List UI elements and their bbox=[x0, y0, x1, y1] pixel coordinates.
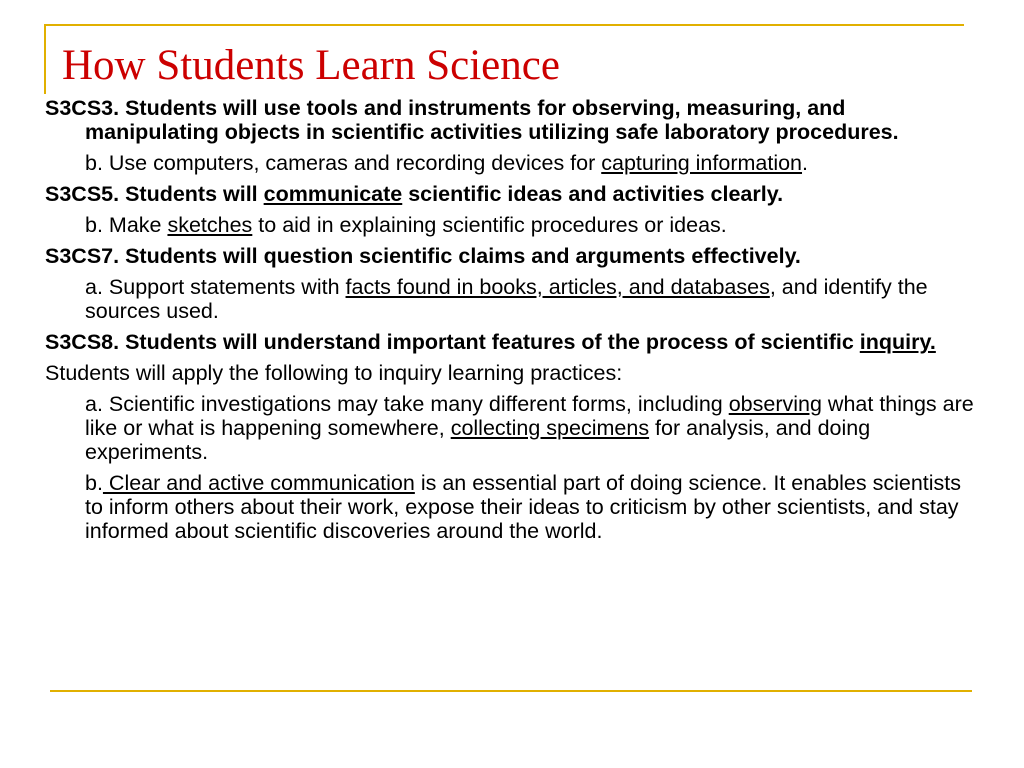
item-apply-a bbox=[45, 392, 980, 464]
clear-active-communication-link: Clear and active communication bbox=[102, 471, 415, 495]
standard-s3cs5 bbox=[45, 182, 980, 206]
item-apply-a-text-pre: a. Scientific investigations may take many different forms, including bbox=[85, 392, 729, 416]
bottom-border-line bbox=[50, 690, 972, 692]
item-apply-b bbox=[45, 471, 980, 543]
observing-link: observing bbox=[728, 392, 822, 416]
left-border-line bbox=[44, 24, 46, 94]
apply-intro bbox=[45, 361, 980, 385]
item-s3cs7-a-text-post: , and identify the sources used. bbox=[85, 275, 928, 323]
standard-s3cs5-text-pre: S3CS5. Students will bbox=[45, 182, 264, 206]
standard-s3cs3 bbox=[45, 96, 980, 144]
item-s3cs3-b bbox=[45, 151, 980, 175]
slide-body bbox=[45, 96, 980, 543]
standard-s3cs7 bbox=[45, 244, 980, 268]
facts-sources-link: facts found in books, articles, and databases bbox=[345, 275, 770, 299]
item-s3cs5-b-text-post: to aid in explaining scientific procedures or ideas. bbox=[252, 213, 727, 237]
item-apply-b-text-post: is an essential part of doing science. It enables scientists to inform others about their work, expose their ideas to criticism by other scientists, and stay informed about scientific discoveries around the world. bbox=[85, 471, 962, 543]
top-border-line bbox=[44, 24, 964, 26]
standard-s3cs8 bbox=[45, 330, 980, 354]
item-apply-a-text-mid: what things are like or what is happening somewhere, bbox=[85, 392, 974, 440]
inquiry-link: inquiry. bbox=[859, 330, 936, 354]
item-s3cs7-a-text-pre: a. Support statements with bbox=[85, 275, 346, 299]
item-s3cs3-b-text-pre: b. Use computers, cameras and recording devices for bbox=[85, 151, 602, 175]
standard-s3cs3-text: S3CS3. Students will use tools and instruments for observing, measuring, and manipulating objects in scientific activities utilizing safe laboratory procedures. bbox=[45, 96, 899, 144]
sketches-link: sketches bbox=[167, 213, 253, 237]
item-s3cs5-b-text-pre: b. Make bbox=[85, 213, 168, 237]
item-s3cs7-a bbox=[45, 275, 980, 323]
item-s3cs3-b-text-post: . bbox=[802, 151, 808, 175]
item-s3cs5-b bbox=[45, 213, 980, 237]
standard-s3cs8-text-pre: S3CS8. Students will understand important features of the process of scientific bbox=[45, 330, 860, 354]
standard-s3cs5-text-post: scientific ideas and activities clearly. bbox=[402, 182, 784, 206]
item-apply-b-text-pre: b. bbox=[85, 471, 103, 495]
slide-title: How Students Learn Science bbox=[62, 42, 560, 89]
standard-s3cs7-text: S3CS7. Students will question scientific claims and arguments effectively. bbox=[45, 244, 801, 268]
communicate-link: communicate bbox=[263, 182, 403, 206]
capturing-information-link: capturing information bbox=[601, 151, 803, 175]
collecting-specimens-link: collecting specimens bbox=[450, 416, 650, 440]
item-apply-a-text-post: for analysis, and doing experiments. bbox=[85, 416, 871, 464]
apply-intro-text: Students will apply the following to inquiry learning practices: bbox=[45, 361, 623, 385]
